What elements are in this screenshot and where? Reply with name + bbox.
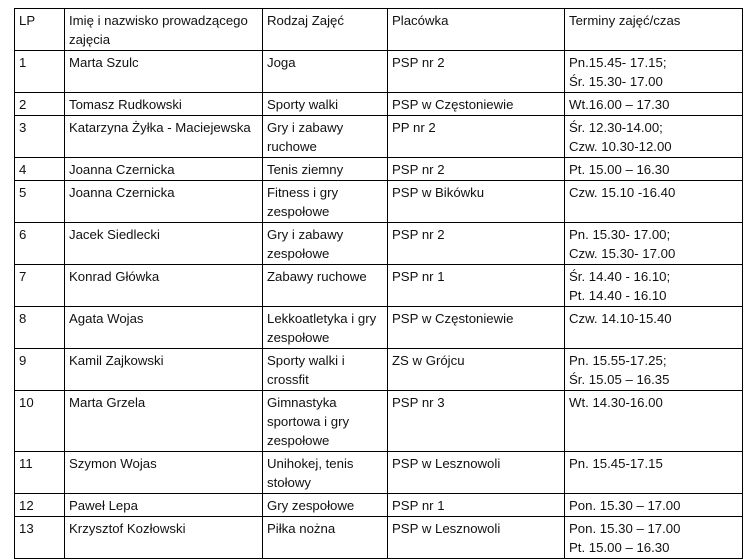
table-row <box>15 51 743 93</box>
schedule-time-line: Pt. 15.00 – 16.30 <box>569 540 670 555</box>
cell-lp-text: 2 <box>19 97 27 112</box>
table-row <box>15 349 743 391</box>
cell-activity-text: Gry i zabawy ruchowe <box>267 120 344 154</box>
cell-venue-text: PSP w Częstoniewie <box>392 97 514 112</box>
cell-instructor <box>65 223 263 265</box>
cell-instructor-text: Katarzyna Żyłka - Maciejewska <box>69 120 251 135</box>
cell-lp <box>15 307 65 349</box>
cell-lp <box>15 93 65 116</box>
schedule-time-line: Pt. 15.00 – 16.30 <box>569 162 670 177</box>
cell-activity-text: Fitness i gry zespołowe <box>267 185 339 219</box>
cell-venue <box>388 51 565 93</box>
cell-activity-text: Unihokej, tenis stołowy <box>267 456 354 490</box>
header-lp: LP <box>15 9 65 51</box>
cell-instructor <box>65 265 263 307</box>
cell-venue <box>388 93 565 116</box>
cell-schedule <box>565 494 743 517</box>
cell-lp-text: 12 <box>19 498 34 513</box>
schedule-time-line: Czw. 14.10-15.40 <box>569 311 672 326</box>
schedule-time-line: Śr. 15.05 – 16.35 <box>569 372 670 387</box>
table-row <box>15 158 743 181</box>
schedule-time-line: Pon. 15.30 – 17.00 <box>569 498 681 513</box>
cell-schedule <box>565 307 743 349</box>
cell-instructor <box>65 93 263 116</box>
cell-activity-text: Gry i zabawy zespołowe <box>267 227 344 261</box>
cell-venue <box>388 349 565 391</box>
header-instructor: Imię i nazwisko prowadzącego zajęcia <box>65 9 263 51</box>
cell-instructor-text: Tomasz Rudkowski <box>69 97 182 112</box>
cell-lp-text: 11 <box>19 456 33 471</box>
cell-schedule <box>565 349 743 391</box>
cell-lp-text: 8 <box>19 311 27 326</box>
cell-lp <box>15 265 65 307</box>
cell-instructor-text: Marta Grzela <box>69 395 146 410</box>
cell-venue-text: PSP w Lesznowoli <box>392 456 501 471</box>
cell-venue <box>388 265 565 307</box>
cell-instructor <box>65 116 263 158</box>
cell-lp <box>15 51 65 93</box>
cell-activity-text: Tenis ziemny <box>267 162 344 177</box>
header-activity: Rodzaj Zajęć <box>263 9 388 51</box>
table-row <box>15 223 743 265</box>
table-row <box>15 307 743 349</box>
cell-schedule <box>565 181 743 223</box>
cell-schedule <box>565 93 743 116</box>
cell-venue-text: ZS w Grójcu <box>392 353 465 368</box>
cell-lp-text: 3 <box>19 120 27 135</box>
cell-lp-text: 5 <box>19 185 27 200</box>
cell-venue <box>388 391 565 452</box>
schedule-time-line: Pt. 14.40 - 16.10 <box>569 288 667 303</box>
cell-lp-text: 13 <box>19 521 34 536</box>
cell-lp <box>15 494 65 517</box>
cell-lp-text: 7 <box>19 269 27 284</box>
table-row <box>15 391 743 452</box>
cell-lp-text: 9 <box>19 353 27 368</box>
cell-instructor-text: Krzysztof Kozłowski <box>69 521 186 536</box>
header-schedule: Terminy zajęć/czas <box>565 9 743 51</box>
cell-venue-text: PSP nr 2 <box>392 55 445 70</box>
cell-schedule <box>565 116 743 158</box>
cell-lp-text: 4 <box>19 162 27 177</box>
cell-lp-text: 10 <box>19 395 34 410</box>
schedule-time-line: Śr. 15.30- 17.00 <box>569 74 663 89</box>
cell-schedule <box>565 51 743 93</box>
cell-activity <box>263 452 388 494</box>
cell-instructor-text: Agata Wojas <box>69 311 144 326</box>
cell-instructor-text: Konrad Główka <box>69 269 160 284</box>
cell-instructor <box>65 494 263 517</box>
cell-lp <box>15 116 65 158</box>
schedule-time-line: Czw. 10.30-12.00 <box>569 139 672 154</box>
cell-instructor-text: Marta Szulc <box>69 55 139 70</box>
schedule-time-line: Czw. 15.30- 17.00 <box>569 246 676 261</box>
cell-lp <box>15 223 65 265</box>
cell-venue-text: PSP nr 2 <box>392 162 445 177</box>
schedule-time-line: Pn.15.45- 17.15; <box>569 55 667 70</box>
cell-lp <box>15 181 65 223</box>
cell-lp <box>15 391 65 452</box>
schedule-time-line: Wt.16.00 – 17.30 <box>569 97 670 112</box>
cell-instructor-text: Paweł Lepa <box>69 498 138 513</box>
cell-activity <box>263 391 388 452</box>
cell-instructor-text: Kamil Zajkowski <box>69 353 164 368</box>
cell-instructor-text: Joanna Czernicka <box>69 162 175 177</box>
cell-activity <box>263 307 388 349</box>
cell-venue-text: PSP nr 2 <box>392 227 445 242</box>
cell-venue <box>388 223 565 265</box>
cell-lp <box>15 158 65 181</box>
cell-venue <box>388 307 565 349</box>
cell-activity-text: Gry zespołowe <box>267 498 355 513</box>
cell-activity-text: Sporty walki <box>267 97 339 112</box>
cell-activity-text: Piłka nożna <box>267 521 336 536</box>
cell-venue <box>388 181 565 223</box>
table-row <box>15 93 743 116</box>
cell-venue <box>388 158 565 181</box>
cell-activity <box>263 517 388 559</box>
cell-activity <box>263 116 388 158</box>
cell-activity-text: Sporty walki i crossfit <box>267 353 345 387</box>
table-header-row <box>15 9 743 51</box>
cell-activity <box>263 223 388 265</box>
cell-instructor <box>65 517 263 559</box>
cell-instructor <box>65 181 263 223</box>
cell-instructor-text: Jacek Siedlecki <box>69 227 160 242</box>
cell-venue <box>388 116 565 158</box>
table-row <box>15 116 743 158</box>
cell-instructor <box>65 158 263 181</box>
cell-venue-text: PSP nr 1 <box>392 498 445 513</box>
cell-activity <box>263 265 388 307</box>
header-venue: Placówka <box>388 9 565 51</box>
schedule-time-line: Pn. 15.30- 17.00; <box>569 227 671 242</box>
cell-instructor <box>65 391 263 452</box>
cell-venue <box>388 494 565 517</box>
cell-schedule <box>565 265 743 307</box>
cell-venue <box>388 452 565 494</box>
cell-activity <box>263 93 388 116</box>
cell-instructor-text: Joanna Czernicka <box>69 185 175 200</box>
cell-activity-text: Joga <box>267 55 296 70</box>
table-row <box>15 517 743 559</box>
cell-lp-text: 1 <box>19 55 27 70</box>
cell-venue <box>388 517 565 559</box>
table-row <box>15 181 743 223</box>
cell-activity <box>263 349 388 391</box>
cell-schedule <box>565 517 743 559</box>
schedule-time-line: Pn. 15.55-17.25; <box>569 353 667 368</box>
cell-venue-text: PSP w Bikówku <box>392 185 485 200</box>
table-row <box>15 265 743 307</box>
schedule-time-line: Czw. 15.10 -16.40 <box>569 185 676 200</box>
table-row <box>15 452 743 494</box>
cell-instructor <box>65 51 263 93</box>
cell-activity <box>263 181 388 223</box>
cell-lp <box>15 349 65 391</box>
cell-venue-text: PP nr 2 <box>392 120 436 135</box>
cell-instructor-text: Szymon Wojas <box>69 456 157 471</box>
cell-lp-text: 6 <box>19 227 27 242</box>
cell-venue-text: PSP w Częstoniewie <box>392 311 514 326</box>
schedule-time-line: Śr. 14.40 - 16.10; <box>569 269 671 284</box>
cell-activity <box>263 158 388 181</box>
cell-instructor <box>65 452 263 494</box>
cell-activity-text: Gimnastyka sportowa i gry zespołowe <box>267 395 350 448</box>
cell-activity <box>263 494 388 517</box>
schedule-time-line: Pon. 15.30 – 17.00 <box>569 521 681 536</box>
cell-venue-text: PSP w Lesznowoli <box>392 521 501 536</box>
activity-schedule-table <box>14 8 743 559</box>
cell-instructor <box>65 307 263 349</box>
table-body <box>15 51 743 559</box>
cell-schedule <box>565 452 743 494</box>
cell-activity-text: Lekkoatletyka i gry zespołowe <box>267 311 377 345</box>
schedule-time-line: Pn. 15.45-17.15 <box>569 456 663 471</box>
cell-activity-text: Zabawy ruchowe <box>267 269 367 284</box>
cell-schedule <box>565 158 743 181</box>
schedule-time-line: Wt. 14.30-16.00 <box>569 395 663 410</box>
cell-schedule <box>565 223 743 265</box>
cell-venue-text: PSP nr 3 <box>392 395 445 410</box>
schedule-time-line: Śr. 12.30-14.00; <box>569 120 663 135</box>
cell-instructor <box>65 349 263 391</box>
cell-schedule <box>565 391 743 452</box>
cell-activity <box>263 51 388 93</box>
cell-lp <box>15 452 65 494</box>
cell-lp <box>15 517 65 559</box>
cell-venue-text: PSP nr 1 <box>392 269 445 284</box>
table-row <box>15 494 743 517</box>
